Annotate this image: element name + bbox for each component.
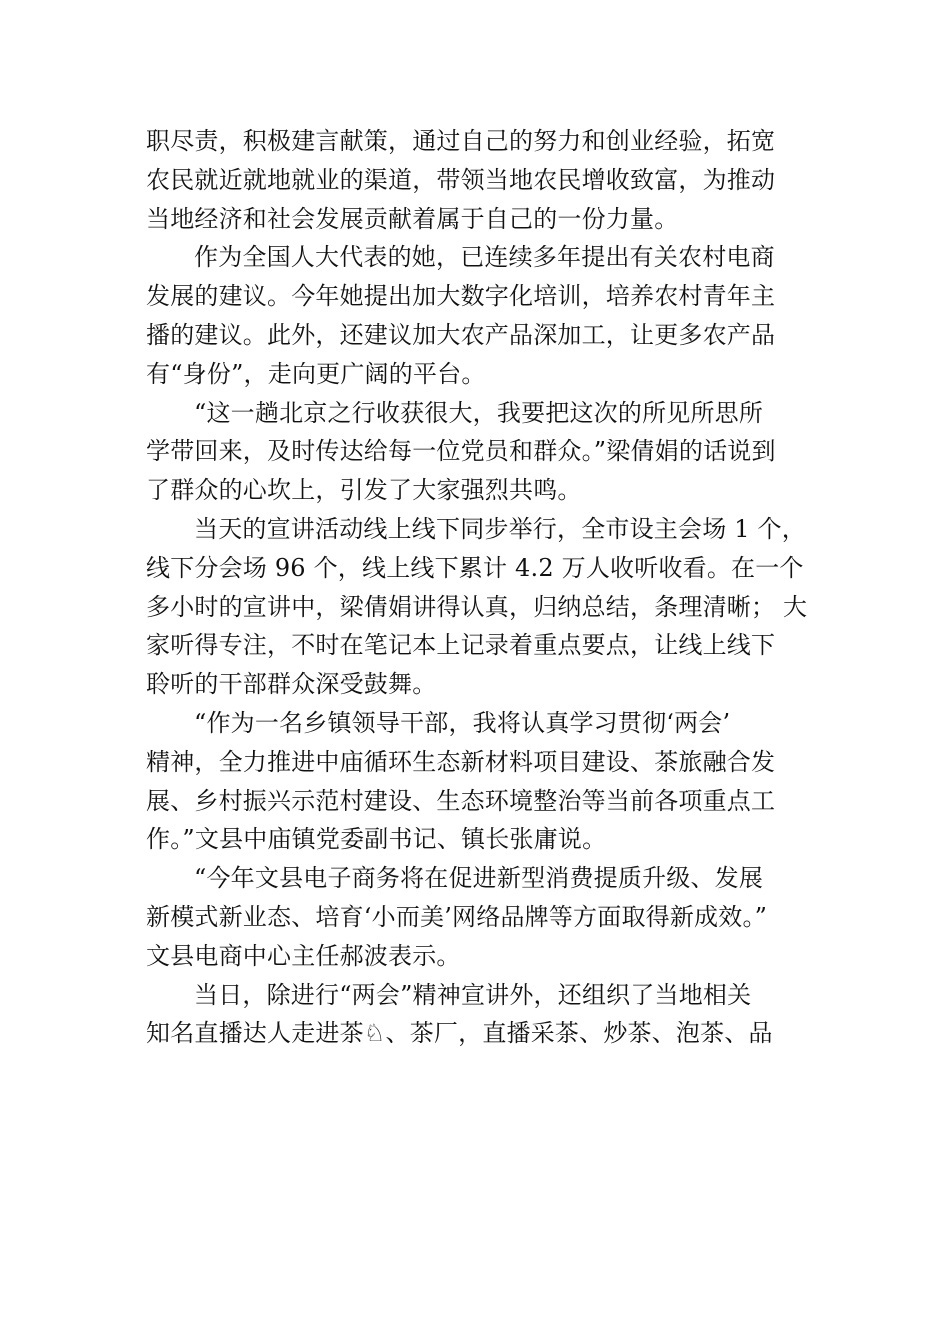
- text-line: “这一趟北京之行收获很大，我要把这次的所见所思所: [194, 398, 764, 427]
- paragraph-1: [146, 122, 836, 238]
- text-line: 展、乡村振兴示范村建设、生态环境整治等当前各项重点工: [146, 786, 776, 815]
- text-line: 职尽责，积极建言献策，通过自己的努力和创业经验，拓宽: [146, 127, 776, 155]
- text-line: 发展的建议。今年她提出加大数字化培训，培养农村青年主: [146, 282, 776, 311]
- text-line: “今年文县电子商务将在促进新型消费提质升级、发展: [194, 864, 764, 893]
- text-line: 作。”文县中庙镇党委副书记、镇长张庸说。: [146, 825, 607, 854]
- text-line: 农民就近就地就业的渠道，带领当地农民增收致富，为推动: [146, 165, 776, 194]
- text-line: 当天的宣讲活动线上线下同步举行，全市设主会场 1 个，: [194, 514, 806, 543]
- text-line: 知名直播达人走进茶♘、茶厂，直播采茶、炒茶、泡茶、品: [146, 1019, 773, 1048]
- text-line: 家听得专注，不时在笔记本上记录着重点要点，让线上线下: [146, 631, 776, 660]
- paragraph-6: [146, 859, 836, 975]
- text-line: 多小时的宣讲中，梁倩娟讲得认真，归纳总结，条理清晰； 大: [146, 592, 808, 621]
- paragraph-5: [146, 704, 836, 859]
- paragraph-2: [146, 238, 836, 393]
- text-line: “作为一名乡镇领导干部，我将认真学习贯彻‘两会’: [194, 708, 731, 737]
- text-line: 新模式新业态、培育‘小而美’网络品牌等方面取得新成效。”: [146, 902, 768, 931]
- text-line: 当地经济和社会发展贡献着属于自己的一份力量。: [146, 204, 679, 233]
- text-line: 了群众的心坎上，引发了大家强烈共鸣。: [146, 476, 582, 505]
- text-line: 线下分会场 96 个，线上线下累计 4.2 万人收听收看。在一个: [146, 553, 804, 582]
- body-text: [146, 122, 836, 1053]
- text-line: 作为全国人大代表的她，已连续多年提出有关农村电商: [194, 243, 775, 272]
- paragraph-7: [146, 976, 836, 1054]
- text-line: 聆听的干部群众深受鼓舞。: [146, 670, 437, 699]
- text-line: 学带回来，及时传达给每一位党员和群众。”梁倩娟的话说到: [146, 437, 776, 466]
- paragraph-3: [146, 394, 836, 510]
- text-line: 播的建议。此外，还建议加大农产品深加工，让更多农产品: [146, 320, 776, 349]
- text-line: 当日，除进行“两会”精神宣讲外，还组织了当地相关: [194, 980, 752, 1009]
- text-line: 有“身份”，走向更广阔的平台。: [146, 359, 486, 388]
- text-line: 文县电商中心主任郝波表示。: [146, 941, 461, 970]
- text-line: 精神，全力推进中庙循环生态新材料项目建设、茶旅融合发: [146, 747, 776, 776]
- paragraph-4: [146, 510, 836, 704]
